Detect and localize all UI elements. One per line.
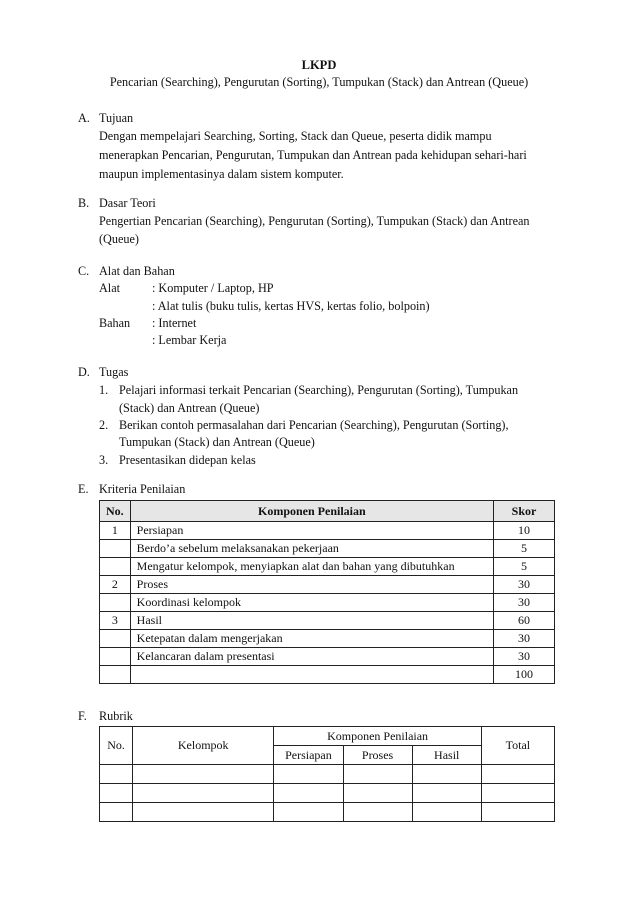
tugas-number: 1. (99, 383, 109, 397)
table-row (100, 666, 555, 684)
rubrik-table (99, 726, 555, 822)
section-heading: Tujuan (99, 111, 134, 125)
cell-skor: 100 (494, 666, 555, 684)
tujuan-line: Dengan mempelajari Searching, Sorting, Stack dan Queue, peserta didik mampu (99, 129, 492, 143)
cell-skor: 30 (494, 576, 555, 594)
section-letter: A. (78, 111, 90, 125)
cell-no (100, 630, 131, 648)
section-letter: D. (78, 365, 90, 379)
table-row (100, 576, 555, 594)
cell-no (100, 540, 131, 558)
table-row (100, 522, 555, 540)
doc-title: LKPD (301, 58, 337, 72)
tugas-number: 2. (99, 418, 109, 432)
cell-komponen: Kelancaran dalam presentasi (130, 648, 493, 666)
tugas-line: (Stack) dan Antrean (Queue) (119, 401, 260, 415)
rubrik-header-komponen: Komponen Penilaian (274, 727, 481, 746)
rubrik-header-proses: Proses (343, 746, 412, 765)
cell-komponen: Proses (130, 576, 493, 594)
rubrik-empty-row (100, 784, 555, 803)
tugas-line: Tumpukan (Stack) dan Antrean (Queue) (119, 435, 315, 449)
table-row (100, 630, 555, 648)
cell-no (100, 594, 131, 612)
section-heading: Dasar Teori (99, 196, 156, 210)
cell-no (100, 558, 131, 576)
section-letter: F. (78, 709, 87, 723)
section-heading: Tugas (99, 365, 129, 379)
section-letter: E. (78, 482, 89, 496)
alat-label: Alat (99, 281, 120, 295)
doc-subtitle: Pencarian (Searching), Pengurutan (Sorting), Tumpukan (Stack) dan Antrean (Queue) (109, 75, 529, 89)
cell-no (100, 648, 131, 666)
table-row (100, 594, 555, 612)
bahan-item: : Lembar Kerja (152, 333, 227, 347)
alat-item: : Komputer / Laptop, HP (152, 281, 274, 295)
header-skor: Skor (494, 501, 555, 522)
dasar-teori-line: (Queue) (99, 232, 139, 246)
header-no: No. (100, 501, 131, 522)
tujuan-line: maupun implementasinya dalam sistem komputer. (99, 167, 344, 181)
rubrik-header-total: Total (481, 727, 554, 765)
rubrik-header-hasil: Hasil (412, 746, 481, 765)
cell-no (100, 666, 131, 684)
cell-skor: 5 (494, 558, 555, 576)
table-row (100, 648, 555, 666)
cell-skor: 60 (494, 612, 555, 630)
rubrik-header-no: No. (100, 727, 133, 765)
section-letter: B. (78, 196, 90, 210)
cell-komponen: Berdo’a sebelum melaksanakan pekerjaan (130, 540, 493, 558)
cell-no: 1 (100, 522, 131, 540)
table-header-row (100, 501, 555, 522)
cell-komponen: Koordinasi kelompok (130, 594, 493, 612)
cell-komponen: Persiapan (130, 522, 493, 540)
cell-no: 2 (100, 576, 131, 594)
kriteria-table (99, 500, 555, 684)
tugas-line: Berikan contoh permasalahan dari Pencarian (Searching), Pengurutan (Sorting), (119, 418, 509, 432)
dasar-teori-line: Pengertian Pencarian (Searching), Pengurutan (Sorting), Tumpukan (Stack) dan Antrean (99, 214, 530, 228)
header-komponen: Komponen Penilaian (130, 501, 493, 522)
cell-skor: 30 (494, 594, 555, 612)
cell-skor: 30 (494, 630, 555, 648)
tugas-line: Pelajari informasi terkait Pencarian (Searching), Pengurutan (Sorting), Tumpukan (119, 383, 519, 397)
cell-komponen: Ketepatan dalam mengerjakan (130, 630, 493, 648)
bahan-item: : Internet (152, 316, 197, 330)
tugas-number: 3. (99, 453, 109, 467)
rubrik-header-kelompok: Kelompok (133, 727, 274, 765)
rubrik-empty-row (100, 803, 555, 822)
cell-komponen (130, 666, 493, 684)
section-letter: C. (78, 264, 90, 278)
section-heading: Kriteria Penilaian (99, 482, 186, 496)
cell-komponen: Mengatur kelompok, menyiapkan alat dan bahan yang dibutuhkan (130, 558, 493, 576)
tujuan-line: menerapkan Pencarian, Pengurutan, Tumpukan dan Antrean pada kehidupan sehari-hari (99, 148, 527, 162)
cell-skor: 30 (494, 648, 555, 666)
table-row (100, 558, 555, 576)
tugas-line: Presentasikan didepan kelas (119, 453, 256, 467)
section-heading: Alat dan Bahan (99, 264, 175, 278)
alat-item: : Alat tulis (buku tulis, kertas HVS, kertas folio, bolpoin) (152, 299, 430, 313)
table-row (100, 540, 555, 558)
cell-skor: 5 (494, 540, 555, 558)
table-row (100, 612, 555, 630)
cell-komponen: Hasil (130, 612, 493, 630)
rubrik-empty-row (100, 765, 555, 784)
section-heading: Rubrik (99, 709, 133, 723)
bahan-label: Bahan (99, 316, 131, 330)
cell-no: 3 (100, 612, 131, 630)
cell-skor: 10 (494, 522, 555, 540)
rubrik-header-persiapan: Persiapan (274, 746, 343, 765)
